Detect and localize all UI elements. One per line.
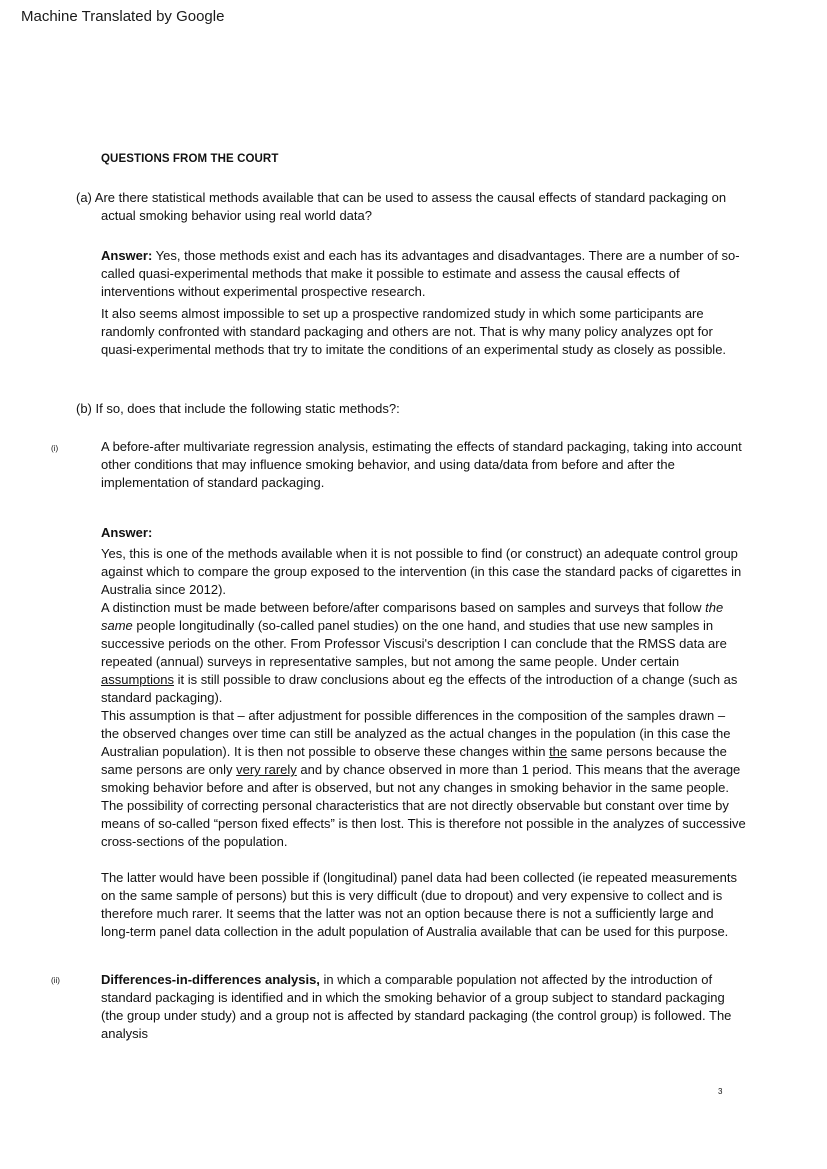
item-ii-marker: (ii)	[51, 976, 60, 985]
question-b	[76, 400, 756, 418]
item-i-marker: (i)	[51, 444, 59, 453]
item-ii-bold-lead: Differences-in-differences analysis,	[101, 972, 320, 987]
answer-label: Answer:	[101, 248, 153, 263]
answer-a	[101, 247, 746, 359]
section-heading: QUESTIONS FROM THE COURT	[101, 153, 279, 165]
item-ii-text	[101, 971, 746, 1043]
answer-a-paragraph-1	[101, 247, 746, 301]
p3-underlined-2: very rarely	[236, 762, 297, 777]
p3-text-b: same persons because the same persons are only	[101, 744, 727, 777]
p3-text-c: and by chance observed in more than 1 period. This means that the average smoking behavior before and after is observed, but not any changes in smoking behavior in the same people. The possibility of correcting personal characteristics that are not directly observable but constant over time by means of so-called “person fixed effects” is then lost. This is therefore not possible in the analyzes of successive cross-sections of the population.	[101, 762, 746, 849]
answer-a-paragraph-2: It also seems almost impossible to set up a prospective randomized study in which some participants are randomly confronted with standard packaging and others are not. That is why many policy analyzes opt for quasi-experimental methods that try to imitate the conditions of an experimental study as closely as possible.	[101, 306, 727, 357]
item-ii	[101, 971, 746, 1043]
answer-a-text-1: Yes, those methods exist and each has its advantages and disadvantages. There are a number of so-called quasi-experimental methods that make it possible to estimate and assess the causal effects of interventions without experimental prospective research.	[101, 248, 740, 299]
item-i-text: A before-after multivariate regression analysis, estimating the effects of standard packaging, taking into account other conditions that may influence smoking behavior, and using data/data from before and after the implementation of standard packaging.	[101, 439, 742, 490]
p2-emphasis: the same	[101, 600, 724, 633]
p2-text-b: people longitudinally (so-called panel studies) on the one hand, and studies that use new samples in successive periods on the other. From Professor Viscusi's description I can conclude that the RMSS data are repeated (annual) surveys in representative samples, but not among the same people. Under certain	[101, 618, 727, 669]
p2-underlined: assumptions	[101, 672, 174, 687]
item-i-answer-paragraph-3	[101, 707, 746, 851]
p3-text-a: This assumption is that – after adjustment for possible differences in the composition of the samples drawn – the observed changes over time can still be analyzed as the actual changes in the population (in this case the Australian population). It is then not possible to observe these changes within	[101, 708, 731, 759]
item-i-answer-paragraph-4: The latter would have been possible if (longitudinal) panel data had been collected (ie repeated measurements on the same sample of persons) but this is very difficult (due to dropout) and very expensive to collect and is therefore much rarer. It seems that the latter was not an option because there is not a sufficiently large and long-term panel data collection in the adult population of Australia available that can be used for this purpose.	[101, 870, 737, 939]
item-ii-body: in which a comparable population not affected by the introduction of standard packaging is identified and in which the smoking behavior of a group subject to standard packaging (the group under study) and a group not is affected by standard packaging (the control group) is followed. The analysis	[101, 972, 732, 1041]
question-a-text: (a) Are there statistical methods available that can be used to assess the causal effects of standard packaging on actual smoking behavior using real world data?	[76, 190, 727, 223]
item-i-question	[101, 438, 746, 492]
p2-text-a: A distinction must be made between before/after comparisons based on samples and surveys that follow	[101, 600, 706, 615]
question-a	[76, 189, 756, 225]
machine-translation-banner: Machine Translated by Google	[21, 8, 225, 25]
item-i-answer-paragraph-1: Yes, this is one of the methods available when it is not possible to find (or construct) an adequate control group against which to compare the group exposed to the intervention (in this case the standard packs of cigarettes in Australia since 2012).	[101, 546, 742, 597]
p3-underlined-1: the	[549, 744, 568, 759]
question-b-text: (b) If so, does that include the following static methods?:	[76, 401, 400, 416]
item-i-answer	[101, 524, 746, 941]
page-number: 3	[718, 1087, 723, 1096]
item-i-answer-paragraph-2	[101, 599, 746, 707]
p2-text-c: it is still possible to draw conclusions about eg the effects of the introduction of a change (such as standard packaging).	[101, 672, 738, 705]
item-i-answer-label: Answer:	[101, 525, 153, 540]
